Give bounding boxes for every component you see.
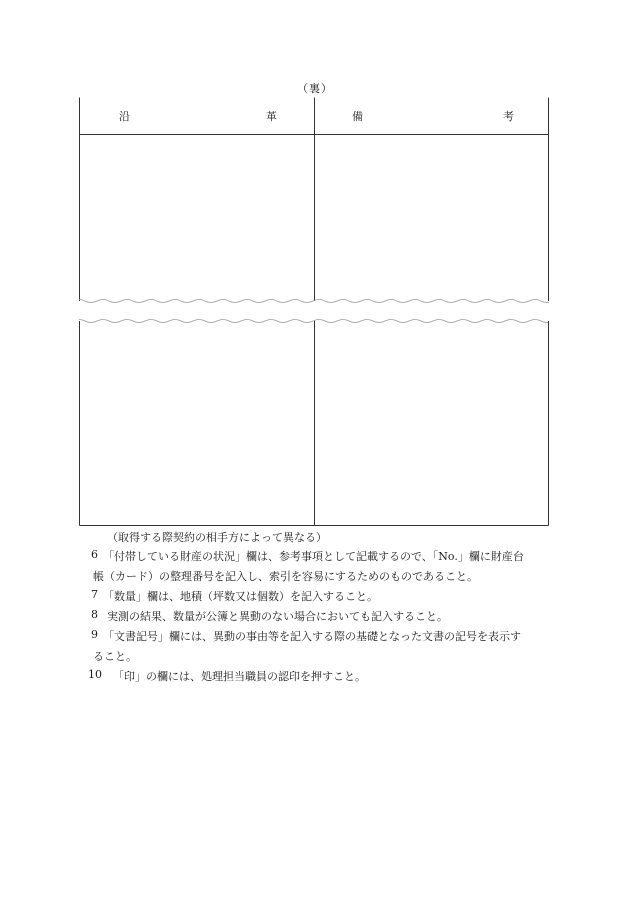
note-8-number: 8 — [91, 608, 98, 621]
remarks-header-char-2: 考 — [503, 109, 514, 123]
note-6-number: 6 — [91, 548, 98, 561]
table-caption: （取得する際契約の相手方によって異なる） — [107, 531, 327, 544]
note-6-line-1: 「付帯している財産の状況」欄は、参考事項として記載するので、「No.」欄に財産台 — [103, 550, 524, 563]
history-header-char-1: 沿 — [119, 109, 130, 123]
note-9-line-2: ること。 — [93, 650, 137, 663]
table-frame — [79, 97, 549, 526]
note-7-number: 7 — [91, 588, 98, 601]
history-column-header — [119, 97, 277, 134]
remarks-column-header — [352, 97, 514, 134]
history-remarks-table — [79, 97, 549, 526]
note-9-line-1: 「文書記号」欄には、異動の事由等を記入する際の基礎となった文書の記号を表示す — [103, 630, 521, 643]
note-10-line-1: 「印」の欄には、処理担当職員の認印を押すこと。 — [113, 670, 366, 683]
page-title: （裏） — [297, 82, 333, 95]
note-10-number: 10 — [88, 668, 102, 681]
remarks-header-char-1: 備 — [352, 109, 363, 123]
note-8-line-1: 実測の結果、数量が公簿と異動のない場合においても記入すること。 — [107, 610, 448, 623]
note-6-line-2: 帳（カード）の整理番号を記入し、索引を容易にするためのものであること。 — [93, 570, 478, 583]
note-7-line-1: 「数量」欄は、地積（坪数又は個数）を記入すること。 — [103, 590, 378, 603]
history-header-char-2: 革 — [266, 109, 277, 123]
note-9-number: 9 — [91, 628, 98, 641]
